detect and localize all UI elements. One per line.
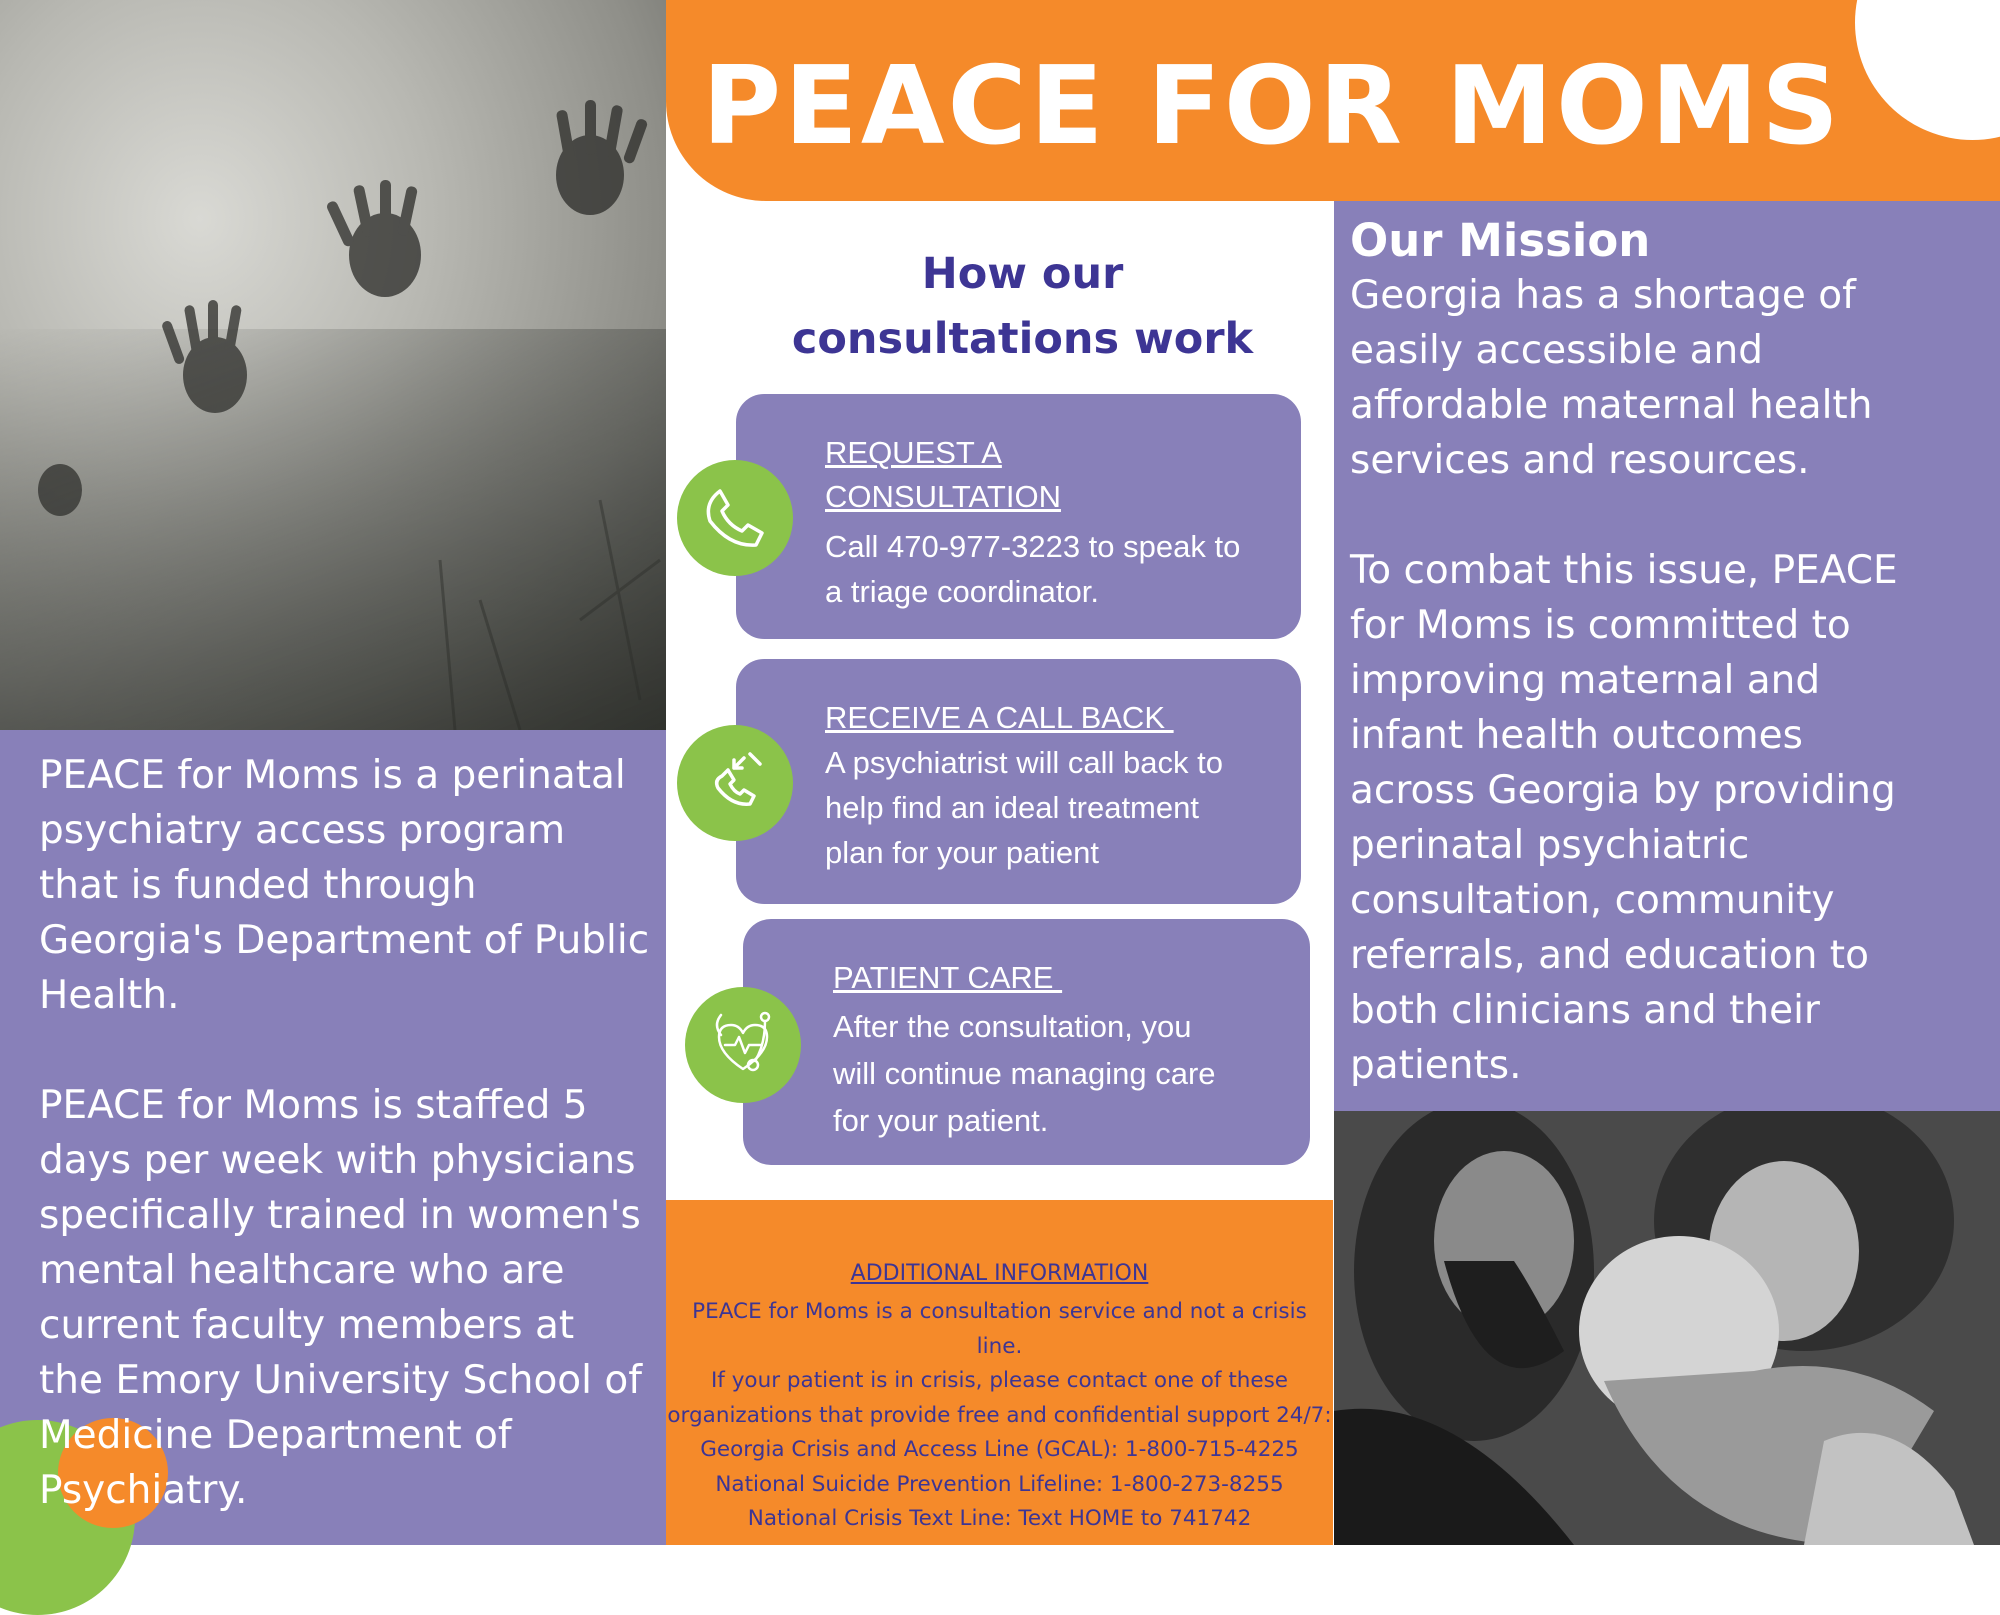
consultations-title-line2: consultations work — [791, 314, 1254, 364]
stethoscope-heart-icon — [685, 987, 801, 1103]
additional-info-line: If your patient is in crisis, please contact one of these — [710, 1368, 1289, 1393]
additional-info-line: Georgia Crisis and Access Line (GCAL): 1-800-715-4225 — [700, 1437, 1299, 1462]
incoming-call-icon-glyph — [700, 748, 770, 818]
additional-info-lines — [666, 1295, 1333, 1537]
incoming-call-icon — [677, 725, 793, 841]
mission-text: Georgia has a shortage of easily accessible and affordable maternal health services and resources. To combat this issue, PEACE for Moms is committed to improving maternal and infant health outcomes across Georgia by providing perinatal psychiatric consultation, community referrals, and education to both clinicians and their patients. — [1350, 273, 1898, 1088]
step-heading-request-line2: CONSULTATION — [825, 479, 1061, 514]
page-title: PEACE FOR MOMS — [701, 44, 1843, 169]
step-desc-patient-care — [833, 1003, 1216, 1144]
family-photo-art — [1334, 1111, 2000, 1545]
step-heading-patient-care: PATIENT CARE — [833, 960, 1063, 995]
step-desc-patient-care-line1: After the consultation, you — [833, 1009, 1192, 1044]
consultations-title-line1: How our — [921, 249, 1124, 299]
stethoscope-heart-icon-glyph — [703, 1005, 783, 1085]
additional-info-line: PEACE for Moms is a consultation service and not a crisis line. — [692, 1299, 1307, 1359]
step-heading-request-line1: REQUEST A — [825, 435, 1002, 470]
photo-shade — [0, 329, 666, 731]
step-desc-patient-care-line3: for your patient. — [833, 1103, 1049, 1138]
step-desc-callback-line3: plan for your patient — [825, 835, 1100, 870]
about-text: PEACE for Moms is a perinatal psychiatry access program that is funded through Georgia's Department of Public Health. PEACE for Moms is staffed 5 days per week with physicians specifically trained in women's mental healthcare who are current faculty members at the Emory University School of Medicine Department of Psychiatry. — [39, 753, 650, 1513]
consultations-title — [720, 242, 1325, 372]
family-photo — [1334, 1111, 2000, 1545]
step-heading-request — [825, 431, 1061, 519]
phone-icon-glyph — [700, 483, 770, 553]
step-desc-callback-line2: help find an ideal treatment — [825, 790, 1199, 825]
step-desc-request-line1: Call 470-977-3223 to speak to — [825, 529, 1241, 564]
additional-info-line: National Crisis Text Line: Text HOME to 741742 — [747, 1506, 1252, 1531]
additional-info-heading: ADDITIONAL INFORMATION — [850, 1261, 1149, 1286]
step-desc-request-line2: a triage coordinator. — [825, 574, 1100, 609]
mission-title: Our Mission — [1350, 214, 1651, 267]
phone-icon — [677, 460, 793, 576]
handprints-photo — [0, 0, 666, 730]
additional-info-line: organizations that provide free and confidential support 24/7: — [667, 1402, 1332, 1428]
step-desc-patient-care-line2: will continue managing care — [833, 1056, 1216, 1091]
step-desc-callback-line1: A psychiatrist will call back to — [825, 745, 1223, 780]
step-heading-callback: RECEIVE A CALL BACK — [825, 700, 1174, 735]
step-desc-request — [825, 524, 1240, 614]
step-desc-callback — [825, 740, 1223, 875]
additional-info-line: National Suicide Prevention Lifeline: 1-800-273-8255 — [715, 1471, 1284, 1497]
